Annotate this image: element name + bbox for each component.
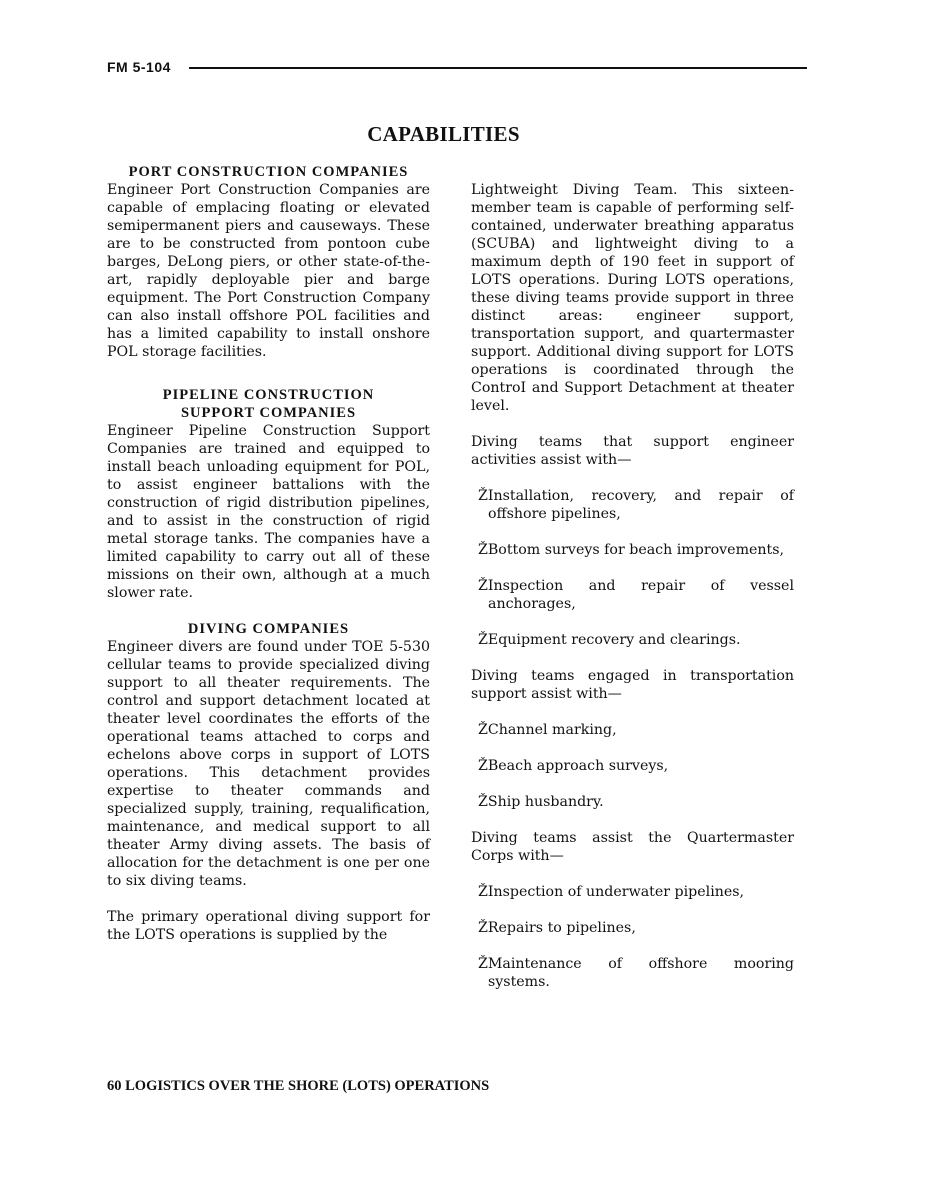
transportation-support-intro: Diving teams engaged in transportation support assist with— bbox=[471, 668, 794, 702]
page-footer: 60 LOGISTICS OVER THE SHORE (LOTS) OPERATIONS bbox=[107, 1078, 490, 1094]
list-item: ŽShip husbandry. bbox=[478, 794, 604, 810]
right-column bbox=[471, 181, 794, 991]
left-column bbox=[107, 163, 430, 944]
lightweight-diving-team-text: Lightweight Diving Team. This sixteen-member team is capable of performing self-contained, underwater breathing apparatus (SCUBA) and lightweight diving to a maximum depth of 190 feet in support of LOTS operations. During LOTS operations, these diving teams provide support in three distinct areas: engineer support, transportation support, and quartermaster support. Additional diving support for LOTS operations is coordinated through the ControI and Support Detachment at theater level. bbox=[471, 182, 794, 414]
running-header bbox=[107, 59, 807, 77]
list-item: ŽBeach approach surveys, bbox=[478, 758, 669, 774]
list-item: ŽChannel marking, bbox=[478, 722, 617, 738]
page-title: CAPABILITIES bbox=[367, 122, 520, 146]
diving-support-text: The primary operational diving support for the LOTS operations is supplied by the bbox=[107, 909, 430, 943]
list-item: ŽInspection and repair of vessel anchorages, bbox=[478, 578, 794, 612]
manual-number: FM 5-104 bbox=[107, 59, 171, 75]
header-rule bbox=[189, 67, 807, 69]
list-item: ŽMaintenance of offshore mooring systems. bbox=[478, 956, 794, 990]
section-heading-pipeline-line1: PIPELINE CONSTRUCTION bbox=[162, 387, 375, 403]
list-item: ŽInspection of underwater pipelines, bbox=[478, 884, 745, 900]
section-heading-pipeline-line2: SUPPORT COMPANIES bbox=[180, 405, 357, 421]
section-heading-diving-companies: DIVING COMPANIES bbox=[187, 621, 350, 637]
diving-companies-text: Engineer divers are found under TOE 5-530 cellular teams to provide specialized diving support to all theater requirements. The control and support detachment located at theater level coordinates the efforts of the operational teams attached to corps and echelons above corps in support of LOTS operations. This detachment provides expertise to theater commands and specialized supply, training, requalification, maintenance, and medical support to all theater Army diving assets. The basis of allocation for the detachment is one per one to six diving teams. bbox=[107, 639, 430, 889]
port-construction-text: Engineer Port Construction Companies are capable of emplacing floating or elevated semipermanent piers and causeways. These are to be constructed from pontoon cube barges, DeLong piers, or other state-of-the-art, rapidly deployable pier and barge equipment. The Port Construction Company can also install offshore POL facilities and has a limited capability to install onshore POL storage facilities. bbox=[107, 182, 430, 360]
list-item: ŽRepairs to pipelines, bbox=[478, 920, 636, 936]
engineer-support-intro: Diving teams that support engineer activities assist with— bbox=[471, 434, 794, 468]
section-heading-port-construction: PORT CONSTRUCTION COMPANIES bbox=[128, 164, 409, 180]
list-item: ŽBottom surveys for beach improvements, bbox=[478, 542, 785, 558]
list-item: ŽInstallation, recovery, and repair of offshore pipelines, bbox=[478, 488, 794, 522]
pipeline-construction-text: Engineer Pipeline Construction Support Companies are trained and equipped to install beach unloading equipment for POL, to assist engineer battalions with the construction of rigid distribution pipelines, and to assist in the construction of rigid metal storage tanks. The companies have a limited capability to carry out all of these missions on their own, although at a much slower rate. bbox=[107, 423, 430, 601]
quartermaster-support-intro: Diving teams assist the Quartermaster Corps with— bbox=[471, 830, 794, 864]
list-item: ŽEquipment recovery and clearings. bbox=[478, 632, 741, 648]
